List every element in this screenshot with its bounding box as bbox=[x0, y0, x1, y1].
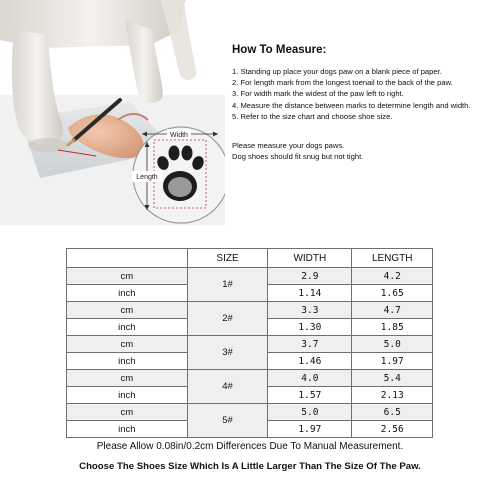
dog-paw-illustration bbox=[0, 0, 225, 225]
size-cell: 1# bbox=[187, 268, 268, 302]
header-cell: SIZE bbox=[187, 249, 268, 268]
unit-cell: cm bbox=[67, 302, 188, 319]
width-cell: 1.30 bbox=[268, 319, 352, 336]
width-cell: 3.3 bbox=[268, 302, 352, 319]
fit-note bbox=[232, 140, 494, 162]
width-cell: 2.9 bbox=[268, 268, 352, 285]
steps-list bbox=[232, 66, 494, 122]
unit-cell: inch bbox=[67, 353, 188, 370]
size-cell: 2# bbox=[187, 302, 268, 336]
unit-cell: cm bbox=[67, 404, 188, 421]
table-row bbox=[67, 404, 433, 421]
width-cell: 5.0 bbox=[268, 404, 352, 421]
header-cell: WIDTH bbox=[268, 249, 352, 268]
how-to-measure bbox=[232, 44, 494, 162]
howto-title: How To Measure: bbox=[232, 44, 327, 56]
length-cell: 4.7 bbox=[352, 302, 433, 319]
width-cell: 1.97 bbox=[268, 421, 352, 438]
width-cell: 1.14 bbox=[268, 285, 352, 302]
length-cell: 4.2 bbox=[352, 268, 433, 285]
length-cell: 1.97 bbox=[352, 353, 433, 370]
table-row bbox=[67, 302, 433, 319]
step-item: 3. For width mark the widest of the paw left to right. bbox=[232, 89, 404, 99]
width-cell: 3.7 bbox=[268, 336, 352, 353]
length-cell: 5.4 bbox=[352, 370, 433, 387]
header-cell bbox=[67, 249, 188, 268]
length-cell: 5.0 bbox=[352, 336, 433, 353]
unit-cell: inch bbox=[67, 387, 188, 404]
note-line: Dog shoes should fit snug but not tight. bbox=[232, 152, 364, 162]
header-cell: LENGTH bbox=[352, 249, 433, 268]
table-row bbox=[67, 268, 433, 285]
step-item: 2. For length mark from the longest toenail to the back of the paw. bbox=[232, 78, 453, 88]
size-chart-table bbox=[66, 248, 433, 438]
header-row bbox=[67, 249, 433, 268]
length-cell: 2.13 bbox=[352, 387, 433, 404]
length-cell: 6.5 bbox=[352, 404, 433, 421]
unit-cell: inch bbox=[67, 421, 188, 438]
table-row bbox=[67, 370, 433, 387]
size-cell: 4# bbox=[187, 370, 268, 404]
length-label: Length bbox=[136, 174, 158, 181]
length-cell: 1.85 bbox=[352, 319, 433, 336]
step-item: 1. Standing up place your dogs paw on a blank piece of paper. bbox=[232, 67, 442, 76]
note-line: Please measure your dogs paws. bbox=[232, 141, 345, 151]
table-row bbox=[67, 336, 433, 353]
width-cell: 4.0 bbox=[268, 370, 352, 387]
width-cell: 1.57 bbox=[268, 387, 352, 404]
step-item: 4. Measure the distance between marks to determine length and width. bbox=[232, 100, 471, 110]
width-cell: 1.46 bbox=[268, 353, 352, 370]
unit-cell: cm bbox=[67, 370, 188, 387]
unit-cell: inch bbox=[67, 319, 188, 336]
size-cell: 3# bbox=[187, 336, 268, 370]
measurement-photo bbox=[0, 0, 225, 225]
unit-cell: cm bbox=[67, 268, 188, 285]
width-label: Width bbox=[170, 132, 188, 139]
length-cell: 1.65 bbox=[352, 285, 433, 302]
measurement-tolerance-note: Please Allow 0.08in/0.2cm Differences Due To Manual Measurement. bbox=[96, 441, 404, 452]
step-item: 5. Refer to the size chart and choose shoe size. bbox=[232, 111, 393, 121]
length-cell: 2.56 bbox=[352, 421, 433, 438]
unit-cell: cm bbox=[67, 336, 188, 353]
unit-cell: inch bbox=[67, 285, 188, 302]
sizing-advice-note: Choose The Shoes Size Which Is A Little Larger Than The Size Of The Paw. bbox=[79, 461, 421, 472]
size-cell: 5# bbox=[187, 404, 268, 438]
